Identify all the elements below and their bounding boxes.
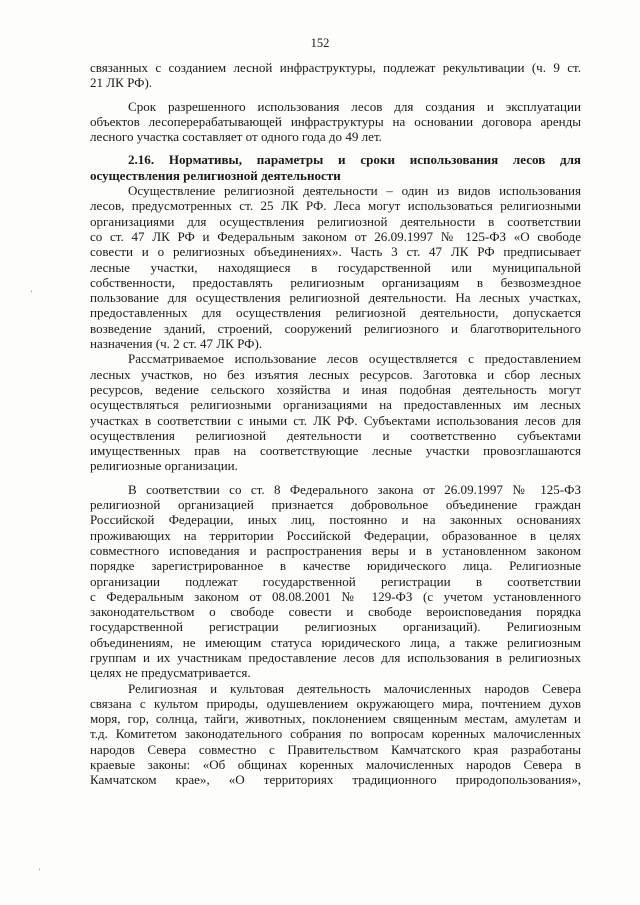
heading-line: осуществления религиозной деятельности <box>90 167 341 183</box>
text-line: проживающих на территории Российской Федерации, образованное в целях <box>90 527 581 543</box>
text-line: религиозные организации. <box>90 458 238 474</box>
text-line: с Федеральным законом от 08.08.2001 № 129-ФЗ (с учетом установленного <box>90 588 581 604</box>
text-line: связанных с созданием лесной инфраструктуры, подлежат рекультивации (ч. 9 ст. <box>90 60 581 75</box>
text-line: 21 ЛК РФ). <box>90 75 153 91</box>
text-line: совместного исповедания и распространения веры и в установленном законом <box>90 542 581 558</box>
scan-mark: ʼ <box>38 868 41 878</box>
text-line: участках в соответствии с иными ст. ЛК РФ. Субъектами использования лесов для <box>90 412 581 428</box>
text-line: Рассматриваемое использование лесов осуществляется с предоставлением <box>128 351 581 367</box>
text-line: осуществления религиозной деятельности и соответственно субъектами <box>90 427 581 443</box>
text-line: целях не предусматривается. <box>90 665 251 681</box>
text-line: предоставленных для осуществления религиозной деятельности, допускается <box>90 305 581 321</box>
text-line: назначения (ч. 2 ст. 47 ЛК РФ). <box>90 336 263 352</box>
text-line: порядке зарегистрированное в качестве юридического лица. Религиозные <box>90 558 581 574</box>
text-line: ресурсов, ведение сельского хозяйства и иная подобная деятельность могут <box>90 381 581 397</box>
text-line: возведение зданий, строений, сооружений религиозного и благотворительного <box>90 320 581 336</box>
text-line: государственной регистрации религиозных организаций). Религиозным <box>90 619 581 635</box>
text-line: народов Севера совместно с Правительством Камчатского края разработаны <box>90 741 581 757</box>
text-line: совести и о религиозных объединениях». Часть 3 ст. 47 ЛК РФ предписывает <box>90 244 581 260</box>
text-line: объектов лесоперерабатывающей инфраструктуры на основании договора аренды <box>90 113 581 129</box>
text-line: лесов, предусмотренных ст. 25 ЛК РФ. Леса могут использоваться религиозными <box>90 198 581 214</box>
page-body <box>90 60 581 788</box>
text-line: осуществляться религиозными организациями на предоставленных им лесных <box>90 397 581 413</box>
text-line: религиозной организацией признается добровольное объединение граждан <box>90 497 581 513</box>
text-line: организации подлежат государственной регистрации в соответствии <box>90 573 581 589</box>
text-line: краевые законы: «Об общинах коренных малочисленных народов Севера в <box>90 757 581 773</box>
paragraph-intro <box>90 60 581 91</box>
paragraph-indigenous <box>90 681 581 788</box>
section-heading <box>90 152 581 183</box>
text-line: собственности, предоставлять религиозным организациям в безвозмездное <box>90 274 581 290</box>
text-line: Российской Федерации, иных лиц, постоянно и на законных основаниях <box>90 512 581 528</box>
text-line: лесных участков, но без изъятия лесных ресурсов. Заготовка и сбор лесных <box>90 366 581 382</box>
text-line: Осуществление религиозной деятельности – один из видов использования <box>128 183 581 199</box>
page-number: 152 <box>310 36 330 50</box>
text-line: имущественных прав на соответствующие лесные участки провозглашаются <box>90 443 581 459</box>
text-line: Религиозная и культовая деятельность малочисленных народов Севера <box>128 680 581 696</box>
text-line: объединениям, не имеющим статуса юридического лица, а также религиозным <box>90 634 581 650</box>
text-line: пользование для осуществления религиозной деятельности. На лесных участках, <box>90 290 581 306</box>
text-line: связана с культом природы, одушевлением окружающего мира, почтением духов <box>90 695 581 711</box>
text-line: группам и их участникам предоставление лесов для использования в религиозных <box>90 649 581 665</box>
text-line: т.д. Комитетом законодательного собрания по вопросам коренных малочисленных <box>90 726 581 742</box>
text-line: лесные участки, находящиеся в государственной или муниципальной <box>90 259 581 275</box>
text-line: законодательством о свободе совести и свободе вероисповедания порядка <box>90 604 581 620</box>
paragraph-law <box>90 482 581 681</box>
text-line: В соответствии со ст. 8 Федерального закона от 26.09.1997 № 125-ФЗ <box>128 481 581 497</box>
heading-line: 2.16. Нормативы, параметры и сроки использования лесов для <box>128 152 581 168</box>
scan-mark: ʼ <box>30 290 33 300</box>
text-line: организациями для осуществления религиозной деятельности в соответствии <box>90 213 581 229</box>
paragraph-term <box>90 99 581 145</box>
paragraph-religious-activity <box>90 183 581 351</box>
text-line: моря, гор, солнца, тайги, животных, поклонением священным местам, амулетам и <box>90 711 581 727</box>
text-line: Срок разрешенного использования лесов для создания и эксплуатации <box>128 98 581 114</box>
text-line: Камчатском крае», «О территориях традиционного природопользования», <box>90 772 581 788</box>
text-line: со ст. 47 ЛК РФ и Федеральным законом от 26.09.1997 № 125-ФЗ «О свободе <box>90 228 581 244</box>
paragraph-use <box>90 351 581 473</box>
text-line: лесного участка составляет от одного года до 49 лет. <box>90 129 382 145</box>
